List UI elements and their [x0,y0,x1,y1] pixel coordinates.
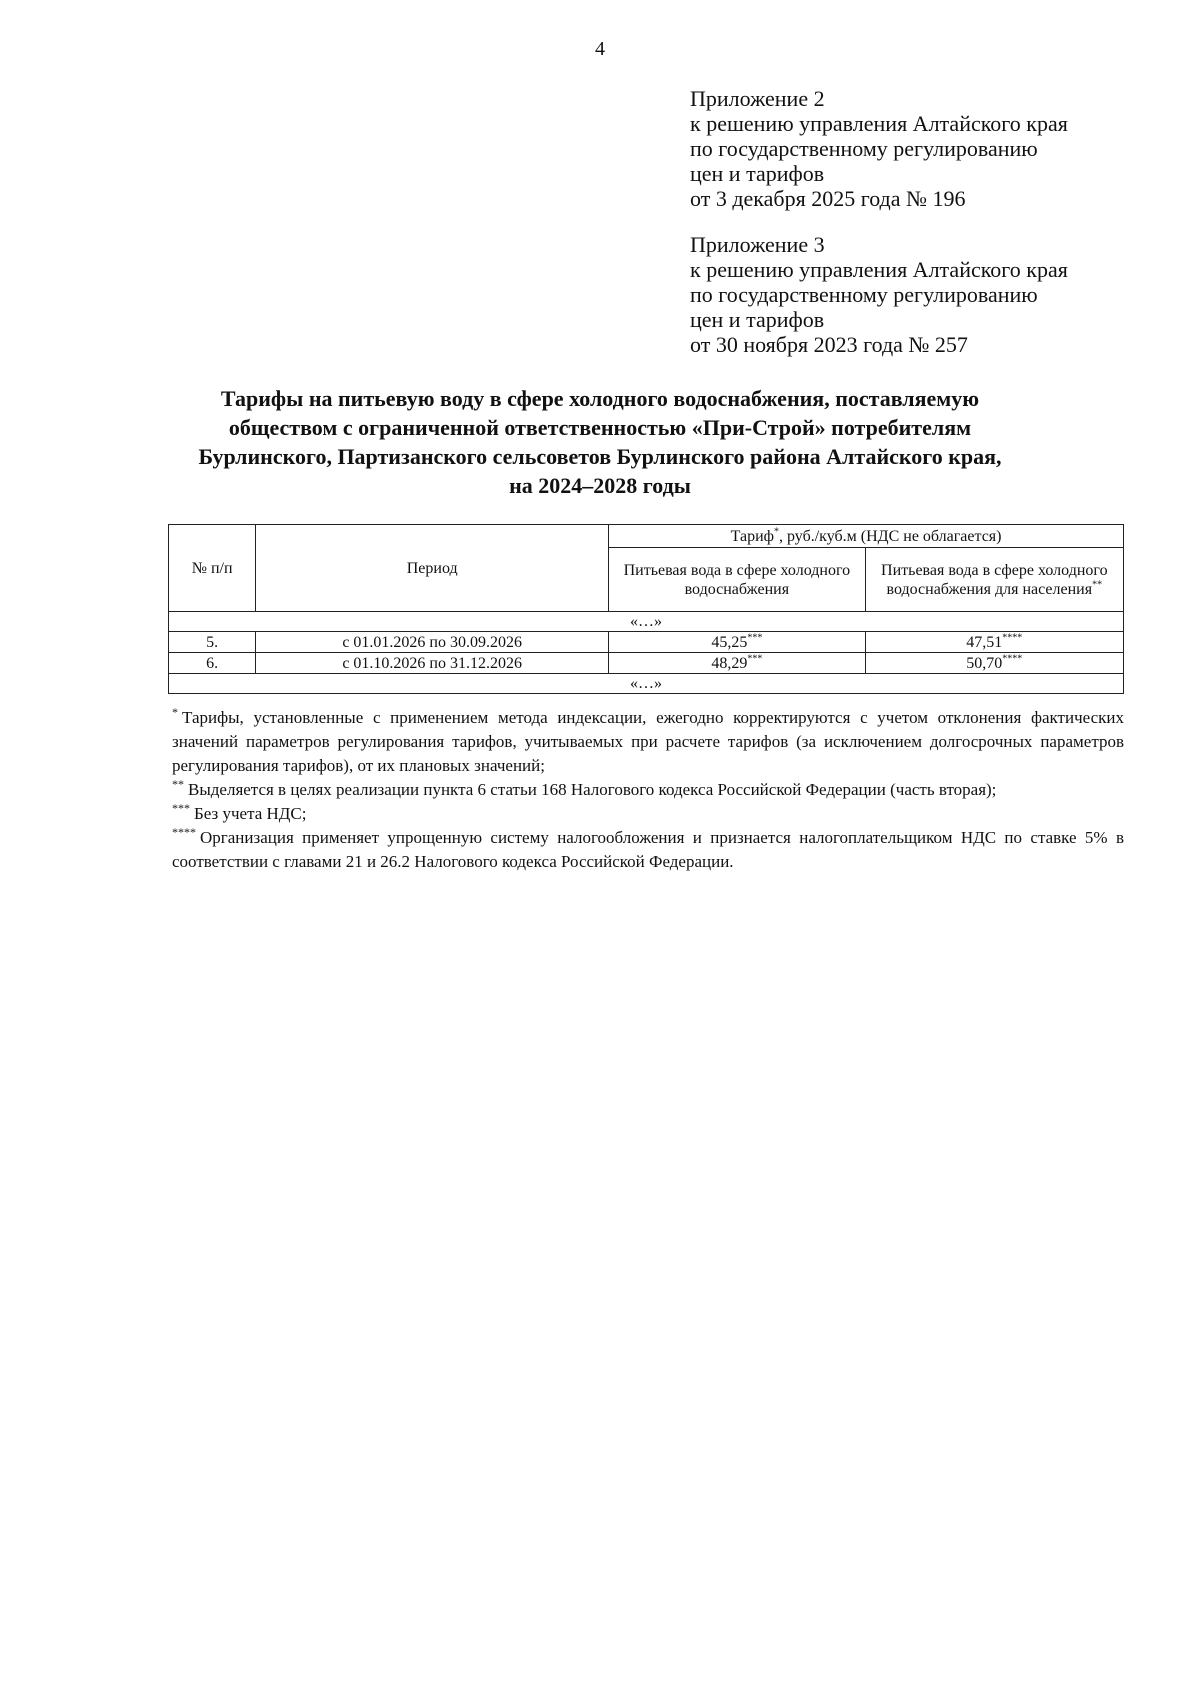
appendix-3-line: от 30 ноября 2023 года № 257 [690,332,968,357]
footnote-mark: * [172,705,178,720]
footnote-ref: *** [747,653,763,665]
table-row-ellipsis [169,612,1124,632]
footnote-ref: * [774,526,780,538]
table-header-row [169,525,1124,548]
ellipsis-cell: «…» [169,612,1124,632]
header-col1 [609,548,866,612]
cell-period: с 01.01.2026 по 30.09.2026 [256,632,609,653]
cell-tariff-1 [609,653,866,674]
footnote-text: Тарифы, установленные с применением метода индексации, ежегодно корректируются с учетом отклонения фактических значений параметров регулирования тарифов, учитываемых при расчете тарифов (за исключением долгосрочных параметров регулирования тарифов), от их плановых значений; [172,708,1124,775]
document-title-line: Бурлинского, Партизанского сельсоветов Бурлинского района Алтайского края, [198,444,1002,469]
tariff-table [168,524,1124,694]
footnote [172,826,1124,874]
footnote [172,778,1124,802]
appendix-3-line: Приложение 3 [690,232,825,257]
footnote-ref: **** [1002,653,1023,665]
footnote-ref: ** [1092,579,1103,591]
footnote-ref: *** [747,632,763,644]
footnote [172,802,1124,826]
cell-num: 5. [169,632,256,653]
cell-num: 6. [169,653,256,674]
appendix-2-line: цен и тарифов [690,161,825,186]
footnotes [172,706,1124,874]
footnote-text: Без учета НДС; [194,804,307,823]
cell-period: с 01.10.2026 по 31.12.2026 [256,653,609,674]
appendix-3-line: цен и тарифов [690,307,825,332]
document-title-line: Тарифы на питьевую воду в сфере холодного водоснабжения, поставляемую [220,386,980,411]
footnote-text: Организация применяет упрощенную систему налогообложения и признается налогоплательщиком НДС по ставке 5% в соответствии с главами 21 и 26.2 Налогового кодекса Российской Федерации. [172,828,1124,871]
appendix-3-line: к решению управления Алтайского края [690,257,1068,282]
appendix-3-block [690,232,1160,357]
footnote-ref: **** [1002,632,1023,644]
appendix-2-block [690,86,1160,211]
cell-value: 48,29 [711,654,748,672]
document-title [150,384,1050,500]
appendix-2-line: Приложение 2 [690,86,825,111]
appendix-2-line: к решению управления Алтайского края [690,111,1068,136]
table-row-ellipsis [169,674,1124,694]
header-num: № п/п [169,525,256,612]
table-row [169,632,1124,653]
header-col2-label: Питьевая вода в сфере холодного водоснабжения для населения [881,561,1108,598]
appendix-3-line: по государственному регулированию [690,282,1038,307]
footnote-mark: **** [172,825,196,840]
header-period: Период [256,525,609,612]
header-tariff-unit: , руб./куб.м (НДС не облагается) [779,527,1002,545]
footnote-mark: *** [172,801,190,816]
table-row [169,653,1124,674]
cell-value: 45,25 [711,633,748,651]
footnote-mark: ** [172,777,184,792]
footnote [172,706,1124,778]
cell-value: 50,70 [966,654,1003,672]
header-col2 [865,548,1123,612]
footnote-text: Выделяется в целях реализации пункта 6 статьи 168 Налогового кодекса Российской Федерации (часть вторая); [188,780,997,799]
document-title-line: на 2024–2028 годы [509,473,691,498]
header-col1-label: Питьевая вода в сфере холодного водоснабжения [623,561,851,598]
ellipsis-cell: «…» [169,674,1124,694]
header-tariff-label: Тариф [730,527,775,545]
cell-tariff-2 [865,632,1123,653]
cell-value: 47,51 [966,633,1003,651]
page-number: 4 [595,38,605,60]
cell-tariff-2 [865,653,1123,674]
document-title-line: обществом с ограниченной ответственностью «При-Строй» потребителям [228,415,972,440]
appendix-2-line: от 3 декабря 2025 года № 196 [690,186,966,211]
appendix-2-line: по государственному регулированию [690,136,1038,161]
header-tariff [609,525,1124,548]
cell-tariff-1 [609,632,866,653]
